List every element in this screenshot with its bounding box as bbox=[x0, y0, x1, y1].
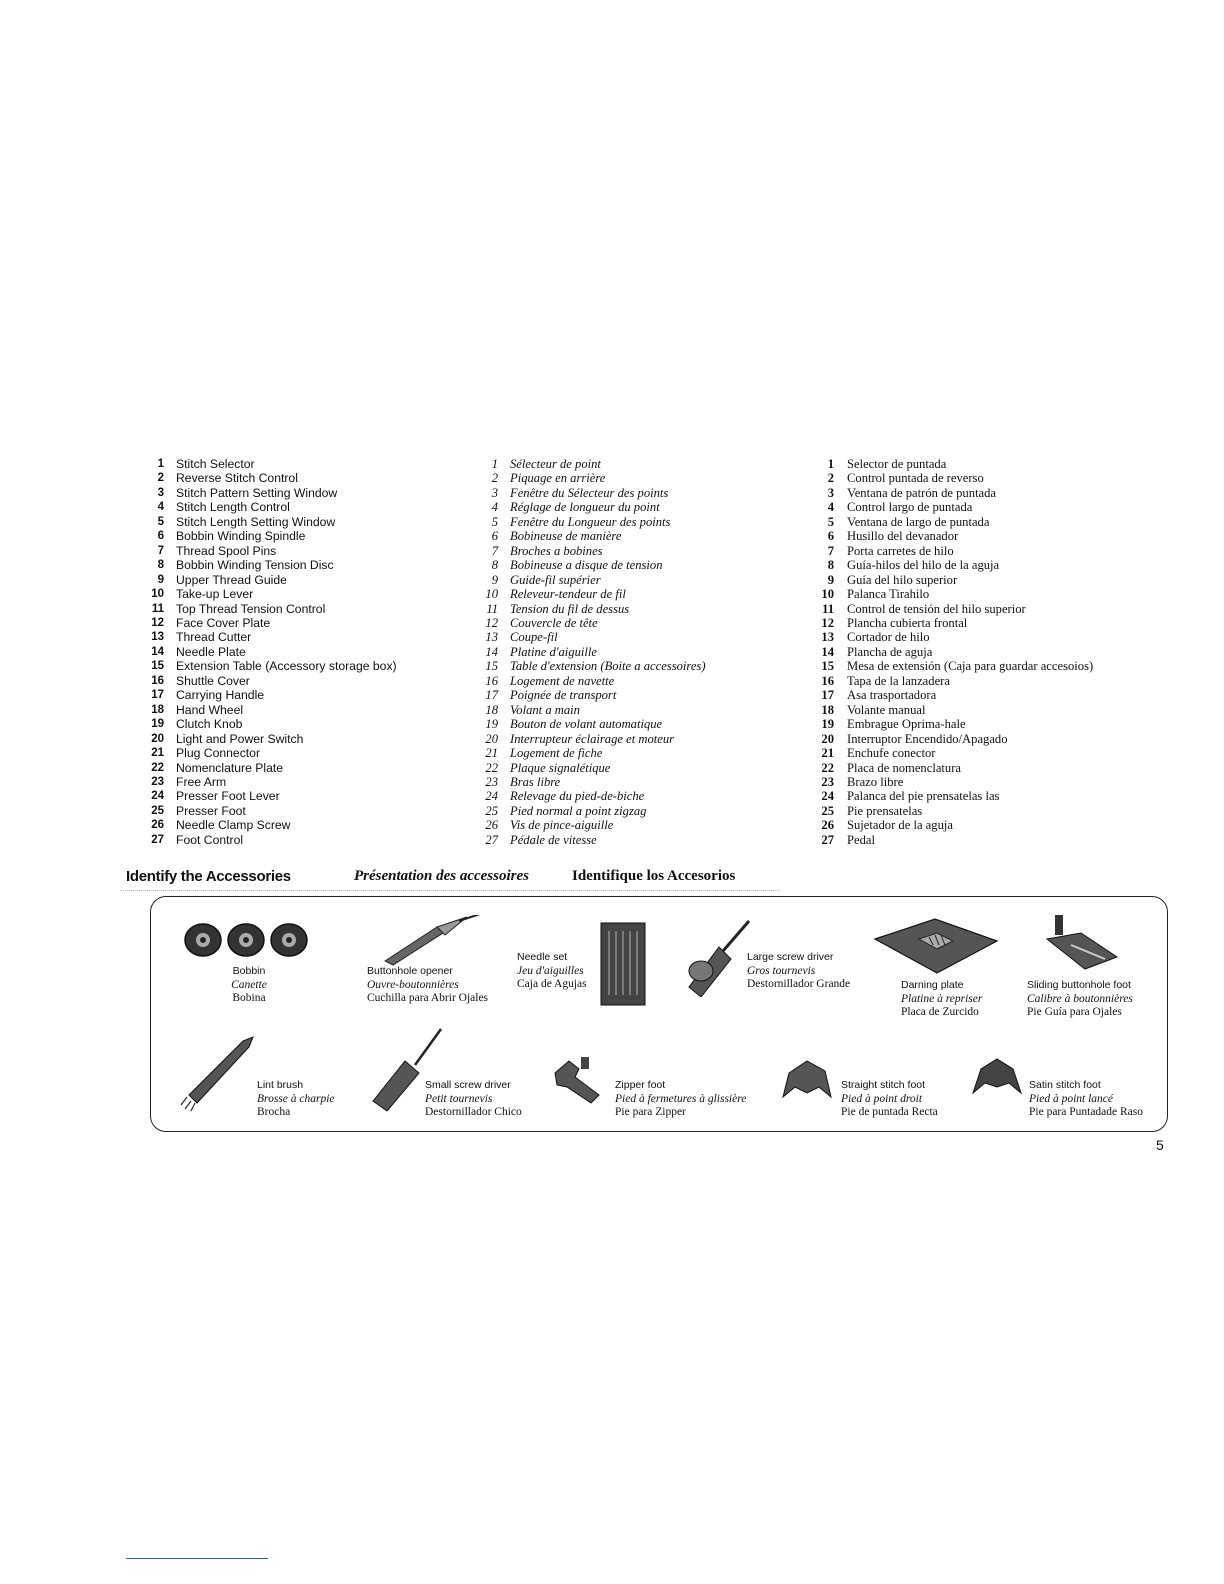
part-row bbox=[812, 833, 1093, 847]
part-number: 15 bbox=[821, 659, 834, 674]
part-number: 16 bbox=[821, 673, 834, 688]
part-name: Pedal bbox=[847, 832, 875, 847]
part-number: 21 bbox=[821, 746, 834, 761]
part-row bbox=[812, 645, 1093, 659]
part-number: 3 bbox=[827, 485, 834, 500]
part-name: Coupe-fil bbox=[510, 630, 558, 645]
part-row bbox=[812, 602, 1093, 616]
straight-stitch-foot-label-es: Pie de puntada Recta bbox=[841, 1106, 938, 1118]
part-number: 26 bbox=[151, 819, 164, 832]
part-name: Bobineuse de manière bbox=[510, 529, 622, 544]
part-name: Husillo del devanador bbox=[847, 529, 959, 544]
part-row bbox=[476, 616, 706, 630]
part-row bbox=[812, 486, 1093, 500]
part-row bbox=[476, 688, 706, 702]
part-row bbox=[476, 529, 706, 543]
part-number: 12 bbox=[151, 616, 164, 629]
heading-french: Présentation des accessoires bbox=[354, 868, 529, 884]
part-row bbox=[476, 630, 706, 644]
part-row bbox=[476, 471, 706, 485]
part-number: 21 bbox=[485, 746, 498, 761]
bobbin-label-en: Bobbin bbox=[232, 965, 266, 977]
part-name: Sujetador de la aguja bbox=[847, 818, 953, 833]
part-name: Cortador de hilo bbox=[847, 630, 930, 645]
part-number: 17 bbox=[485, 688, 498, 703]
part-name: Needle Clamp Screw bbox=[176, 818, 291, 833]
part-name: Interruptor Encendido/Apagado bbox=[847, 731, 1008, 746]
part-row bbox=[144, 529, 397, 543]
satin-stitch-foot-icon bbox=[969, 1055, 1025, 1099]
part-row bbox=[144, 775, 397, 789]
part-name: Porta carretes de hilo bbox=[847, 543, 954, 558]
part-number: 9 bbox=[157, 573, 164, 586]
part-row bbox=[476, 659, 706, 673]
large-screw-driver-label-es: Destornillador Grande bbox=[747, 978, 851, 990]
part-name: Tension du fil de dessus bbox=[510, 601, 630, 616]
part-row bbox=[144, 616, 397, 630]
small-screw-driver-label-es: Destornillador Chico bbox=[425, 1106, 522, 1118]
part-row bbox=[144, 602, 397, 616]
part-row bbox=[476, 674, 706, 688]
part-number: 3 bbox=[491, 485, 498, 500]
large-screw-driver-icon bbox=[683, 917, 755, 997]
part-row bbox=[812, 471, 1093, 485]
part-row bbox=[476, 587, 706, 601]
part-name: Upper Thread Guide bbox=[176, 572, 287, 587]
part-number: 6 bbox=[157, 530, 164, 543]
part-name: Sélecteur de point bbox=[510, 457, 601, 471]
footer-rule bbox=[126, 1558, 268, 1559]
part-row bbox=[144, 457, 397, 471]
part-name: Ventana de patrón de puntada bbox=[847, 485, 996, 500]
part-number: 27 bbox=[485, 832, 498, 847]
part-row bbox=[144, 674, 397, 688]
part-name: Vis de pince-aiguille bbox=[510, 818, 614, 833]
large-screw-driver-label-en: Large screw driver bbox=[747, 951, 834, 963]
part-row bbox=[812, 789, 1093, 803]
part-number: 11 bbox=[151, 602, 164, 615]
satin-stitch-foot-label-en: Satin stitch foot bbox=[1029, 1079, 1101, 1091]
part-name: Reverse Stitch Control bbox=[176, 471, 298, 486]
part-row bbox=[812, 818, 1093, 832]
part-name: Stitch Length Setting Window bbox=[176, 514, 336, 529]
part-row bbox=[812, 804, 1093, 818]
part-name: Plancha de aguja bbox=[847, 644, 933, 659]
part-number: 17 bbox=[821, 688, 834, 703]
part-number: 10 bbox=[485, 587, 498, 602]
part-name: Presser Foot Lever bbox=[176, 789, 280, 804]
buttonhole-opener-label-fr: Ouvre-boutonnières bbox=[367, 978, 459, 991]
part-name: Bobbin Winding Tension Disc bbox=[176, 558, 334, 573]
part-name: Control de tensión del hilo superior bbox=[847, 601, 1026, 616]
part-name: Guía-hilos del hilo de la aguja bbox=[847, 558, 1000, 573]
part-name: Shuttle Cover bbox=[176, 673, 250, 688]
part-row bbox=[144, 558, 397, 572]
part-number: 6 bbox=[491, 529, 498, 544]
part-row bbox=[812, 573, 1093, 587]
part-number: 2 bbox=[491, 471, 498, 486]
part-number: 25 bbox=[821, 803, 834, 818]
lint-brush-label-es: Brocha bbox=[257, 1106, 291, 1118]
part-name: Bouton de volant automatique bbox=[510, 717, 663, 732]
part-row bbox=[476, 703, 706, 717]
part-name: Logement de fiche bbox=[510, 746, 603, 761]
bobbin-label-fr: Canette bbox=[231, 978, 267, 991]
part-number: 4 bbox=[491, 500, 498, 515]
part-row bbox=[144, 789, 397, 803]
part-number: 19 bbox=[821, 717, 834, 732]
part-row bbox=[144, 732, 397, 746]
part-row bbox=[476, 833, 706, 847]
part-row bbox=[476, 500, 706, 514]
needle-set-icon bbox=[599, 921, 647, 1007]
lint-brush-icon bbox=[179, 1031, 261, 1113]
part-row bbox=[144, 804, 397, 818]
part-row bbox=[476, 486, 706, 500]
part-name: Guide-fil supérier bbox=[510, 572, 601, 587]
part-number: 6 bbox=[827, 529, 834, 544]
part-row bbox=[476, 717, 706, 731]
part-row bbox=[144, 818, 397, 832]
part-name: Bobbin Winding Spindle bbox=[176, 529, 306, 544]
bobbin-icon bbox=[183, 919, 313, 961]
part-row bbox=[476, 544, 706, 558]
part-row bbox=[144, 500, 397, 514]
part-number: 12 bbox=[821, 615, 834, 630]
part-number: 22 bbox=[151, 761, 164, 774]
part-number: 25 bbox=[485, 803, 498, 818]
sliding-buttonhole-foot-icon bbox=[1041, 913, 1121, 975]
page-number: 5 bbox=[1156, 1137, 1164, 1153]
part-number: 13 bbox=[485, 630, 498, 645]
part-number: 1 bbox=[157, 458, 164, 470]
part-row bbox=[476, 789, 706, 803]
part-row bbox=[476, 602, 706, 616]
part-number: 19 bbox=[485, 717, 498, 732]
sliding-buttonhole-foot-label-en: Sliding buttonhole foot bbox=[1027, 979, 1131, 991]
part-row bbox=[144, 471, 397, 485]
part-name: Platine d'aiguille bbox=[510, 644, 597, 659]
part-number: 7 bbox=[491, 543, 498, 558]
part-number: 14 bbox=[151, 645, 164, 658]
part-number: 10 bbox=[821, 587, 834, 602]
part-row bbox=[812, 500, 1093, 514]
part-number: 20 bbox=[485, 731, 498, 746]
buttonhole-opener-label-en: Buttonhole opener bbox=[367, 965, 453, 977]
part-number: 14 bbox=[821, 644, 834, 659]
part-name: Clutch Knob bbox=[176, 717, 243, 732]
part-row bbox=[144, 515, 397, 529]
part-row bbox=[476, 804, 706, 818]
darning-plate-label-fr: Platine à repriser bbox=[901, 992, 983, 1005]
part-row bbox=[812, 732, 1093, 746]
part-name: Extension Table (Accessory storage box) bbox=[176, 659, 397, 674]
part-name: Free Arm bbox=[176, 774, 227, 789]
part-row bbox=[476, 573, 706, 587]
part-number: 17 bbox=[151, 689, 164, 702]
needle-set-label-en: Needle set bbox=[517, 951, 568, 963]
part-name: Thread Cutter bbox=[176, 630, 252, 645]
part-row bbox=[144, 486, 397, 500]
part-row bbox=[144, 703, 397, 717]
part-row bbox=[812, 746, 1093, 760]
part-name: Fenêtre du Longueur des points bbox=[510, 514, 671, 529]
part-name: Brazo libre bbox=[847, 774, 904, 789]
part-number: 26 bbox=[821, 818, 834, 833]
part-number: 26 bbox=[485, 818, 498, 833]
part-name: Broches a bobines bbox=[510, 543, 603, 558]
part-row bbox=[476, 515, 706, 529]
part-number: 4 bbox=[157, 501, 164, 514]
part-name: Poignée de transport bbox=[510, 688, 617, 703]
zipper-foot-label-es: Pie para Zipper bbox=[615, 1106, 686, 1118]
accessories-panel bbox=[150, 896, 1168, 1132]
parts-list-french bbox=[476, 457, 706, 847]
part-number: 10 bbox=[151, 588, 164, 601]
buttonhole-opener-label-es: Cuchilla para Abrir Ojales bbox=[367, 992, 489, 1004]
part-name: Guía del hilo superior bbox=[847, 572, 958, 587]
part-name: Plug Connector bbox=[176, 746, 261, 761]
part-row bbox=[476, 732, 706, 746]
part-number: 1 bbox=[491, 457, 498, 471]
part-name: Pédale de vitesse bbox=[510, 832, 597, 847]
part-row bbox=[476, 746, 706, 760]
part-number: 8 bbox=[491, 558, 498, 573]
part-row bbox=[144, 688, 397, 702]
part-number: 7 bbox=[827, 543, 834, 558]
part-row bbox=[144, 645, 397, 659]
part-name: Table d'extension (Boite a accessoires) bbox=[510, 659, 706, 674]
part-number: 5 bbox=[491, 514, 498, 529]
part-number: 4 bbox=[827, 500, 834, 515]
part-number: 11 bbox=[822, 601, 834, 616]
part-number: 23 bbox=[821, 774, 834, 789]
part-name: Releveur-tendeur de fil bbox=[510, 587, 626, 602]
part-number: 13 bbox=[821, 630, 834, 645]
part-row bbox=[476, 645, 706, 659]
part-number: 22 bbox=[485, 760, 498, 775]
part-number: 5 bbox=[827, 514, 834, 529]
part-row bbox=[476, 457, 706, 471]
needle-set-label-fr: Jeu d'aiguilles bbox=[517, 964, 584, 977]
part-number: 8 bbox=[157, 559, 164, 572]
part-name: Bras libre bbox=[510, 774, 561, 789]
part-name: Presser Foot bbox=[176, 803, 246, 818]
darning-plate-label-es: Placa de Zurcido bbox=[901, 1006, 979, 1018]
part-row bbox=[144, 833, 397, 847]
part-row bbox=[144, 746, 397, 760]
part-number: 2 bbox=[157, 472, 164, 485]
part-name: Stitch Length Control bbox=[176, 500, 290, 515]
part-number: 18 bbox=[151, 703, 164, 716]
part-name: Fenêtre du Sélecteur des points bbox=[510, 485, 669, 500]
part-number: 9 bbox=[491, 572, 498, 587]
part-name: Tapa de la lanzadera bbox=[847, 673, 950, 688]
part-number: 20 bbox=[151, 732, 164, 745]
darning-plate-icon bbox=[871, 915, 1001, 977]
straight-stitch-foot-icon bbox=[779, 1057, 835, 1103]
part-number: 20 bbox=[821, 731, 834, 746]
part-name: Plancha cubierta frontal bbox=[847, 615, 968, 630]
part-number: 14 bbox=[485, 644, 498, 659]
part-name: Thread Spool Pins bbox=[176, 543, 277, 558]
part-row bbox=[812, 703, 1093, 717]
part-number: 16 bbox=[485, 673, 498, 688]
part-name: Réglage de longueur du point bbox=[510, 500, 660, 515]
part-row bbox=[144, 761, 397, 775]
accessories-heading bbox=[120, 868, 780, 891]
part-name: Needle Plate bbox=[176, 644, 246, 659]
part-row bbox=[476, 818, 706, 832]
sliding-buttonhole-foot-label-es: Pie Guía para Ojales bbox=[1027, 1006, 1122, 1018]
small-screw-driver-label-fr: Petit tournevis bbox=[425, 1092, 493, 1105]
part-number: 24 bbox=[821, 789, 834, 804]
part-name: Logement de navette bbox=[510, 673, 615, 688]
part-row bbox=[144, 659, 397, 673]
sliding-buttonhole-foot-label-fr: Calibre à boutonnières bbox=[1027, 992, 1133, 1005]
part-name: Foot Control bbox=[176, 832, 244, 847]
part-name: Plaque signalétique bbox=[510, 760, 611, 775]
part-name: Hand Wheel bbox=[176, 702, 244, 717]
part-row bbox=[812, 457, 1093, 471]
part-row bbox=[812, 616, 1093, 630]
part-number: 5 bbox=[157, 515, 164, 528]
part-name: Enchufe conector bbox=[847, 746, 936, 761]
part-row bbox=[812, 659, 1093, 673]
part-name: Relevage du pied-de-biche bbox=[510, 789, 645, 804]
part-number: 13 bbox=[151, 631, 164, 644]
part-name: Top Thread Tension Control bbox=[176, 601, 326, 616]
part-name: Take-up Lever bbox=[176, 587, 254, 602]
part-name: Volante manual bbox=[847, 702, 926, 717]
part-number: 25 bbox=[151, 804, 164, 817]
part-name: Placa de nomenclatura bbox=[847, 760, 961, 775]
part-name: Embrague Oprima-hale bbox=[847, 717, 966, 732]
parts-list-spanish bbox=[812, 457, 1093, 847]
part-number: 15 bbox=[485, 659, 498, 674]
part-number: 18 bbox=[821, 702, 834, 717]
part-number: 1 bbox=[827, 457, 834, 471]
part-number: 21 bbox=[151, 747, 164, 760]
bobbin-label-es: Bobina bbox=[232, 992, 266, 1004]
large-screw-driver-label-fr: Gros tournevis bbox=[747, 964, 816, 977]
part-name: Bobineuse a disque de tension bbox=[510, 558, 663, 573]
part-row bbox=[812, 717, 1093, 731]
heading-english: Identify the Accessories bbox=[126, 868, 291, 885]
part-row bbox=[144, 544, 397, 558]
part-number: 7 bbox=[157, 544, 164, 557]
zipper-foot-icon bbox=[551, 1055, 605, 1107]
part-number: 18 bbox=[485, 702, 498, 717]
part-name: Mesa de extensión (Caja para guardar accesoios) bbox=[847, 659, 1094, 674]
part-row bbox=[812, 688, 1093, 702]
part-number: 23 bbox=[485, 774, 498, 789]
darning-plate-label-en: Darning plate bbox=[901, 979, 964, 991]
straight-stitch-foot-label-fr: Pied à point droit bbox=[841, 1092, 923, 1105]
part-number: 24 bbox=[151, 790, 164, 803]
part-number: 8 bbox=[827, 558, 834, 573]
part-number: 12 bbox=[485, 615, 498, 630]
part-number: 3 bbox=[157, 486, 164, 499]
part-name: Face Cover Plate bbox=[176, 615, 271, 630]
satin-stitch-foot-label-fr: Pied à point lancé bbox=[1029, 1092, 1113, 1105]
part-name: Interrupteur éclairage et moteur bbox=[510, 731, 675, 746]
part-name: Palanca del pie prensatelas las bbox=[847, 789, 1000, 804]
part-name: Stitch Selector bbox=[176, 457, 255, 471]
part-name: Selector de puntada bbox=[847, 457, 947, 471]
part-number: 9 bbox=[827, 572, 834, 587]
part-name: Asa trasportadora bbox=[847, 688, 937, 703]
satin-stitch-foot-label-es: Pie para Puntadade Raso bbox=[1029, 1106, 1144, 1118]
part-name: Light and Power Switch bbox=[176, 731, 304, 746]
part-name: Palanca Tirahilo bbox=[847, 587, 930, 602]
part-row bbox=[812, 630, 1093, 644]
part-number: 11 bbox=[486, 601, 498, 616]
part-name: Couvercle de tête bbox=[510, 615, 598, 630]
part-name: Pied normal a point zigzag bbox=[510, 803, 647, 818]
zipper-foot-label-fr: Pied à fermetures à glissière bbox=[615, 1092, 747, 1105]
lint-brush-label-en: Lint brush bbox=[257, 1079, 304, 1091]
buttonhole-opener-icon bbox=[379, 915, 489, 967]
part-name: Carrying Handle bbox=[176, 688, 265, 703]
part-row bbox=[812, 558, 1093, 572]
part-number: 2 bbox=[827, 471, 834, 486]
part-number: 23 bbox=[151, 775, 164, 788]
part-row bbox=[812, 761, 1093, 775]
part-number: 27 bbox=[151, 833, 164, 846]
part-row bbox=[476, 775, 706, 789]
part-number: 22 bbox=[821, 760, 834, 775]
part-row bbox=[812, 674, 1093, 688]
straight-stitch-foot-label-en: Straight stitch foot bbox=[841, 1079, 926, 1091]
small-screw-driver-label-en: Small screw driver bbox=[425, 1079, 511, 1091]
part-number: 27 bbox=[821, 832, 834, 847]
zipper-foot-label-en: Zipper foot bbox=[615, 1079, 666, 1091]
heading-spanish: Identifique los Accesorios bbox=[572, 868, 736, 884]
part-name: Control puntada de reverso bbox=[847, 471, 984, 486]
parts-list-english bbox=[144, 457, 397, 847]
part-number: 24 bbox=[485, 789, 498, 804]
part-row bbox=[812, 587, 1093, 601]
part-row bbox=[144, 717, 397, 731]
part-row bbox=[144, 587, 397, 601]
part-number: 15 bbox=[151, 660, 164, 673]
part-row bbox=[144, 630, 397, 644]
needle-set-label-es: Caja de Agujas bbox=[517, 978, 587, 990]
part-row bbox=[812, 515, 1093, 529]
part-name: Stitch Pattern Setting Window bbox=[176, 485, 338, 500]
part-name: Nomenclature Plate bbox=[176, 760, 284, 775]
part-row bbox=[144, 573, 397, 587]
part-name: Piquage en arrière bbox=[510, 471, 606, 486]
part-name: Volant a main bbox=[510, 702, 580, 717]
part-name: Pie prensatelas bbox=[847, 803, 923, 818]
part-name: Control largo de puntada bbox=[847, 500, 973, 515]
part-row bbox=[476, 558, 706, 572]
part-row bbox=[476, 761, 706, 775]
part-row bbox=[812, 775, 1093, 789]
part-row bbox=[812, 544, 1093, 558]
part-number: 19 bbox=[151, 718, 164, 731]
lint-brush-label-fr: Brosse à charpie bbox=[257, 1092, 335, 1105]
part-number: 16 bbox=[151, 674, 164, 687]
part-row bbox=[812, 529, 1093, 543]
part-name: Ventana de largo de puntada bbox=[847, 514, 990, 529]
